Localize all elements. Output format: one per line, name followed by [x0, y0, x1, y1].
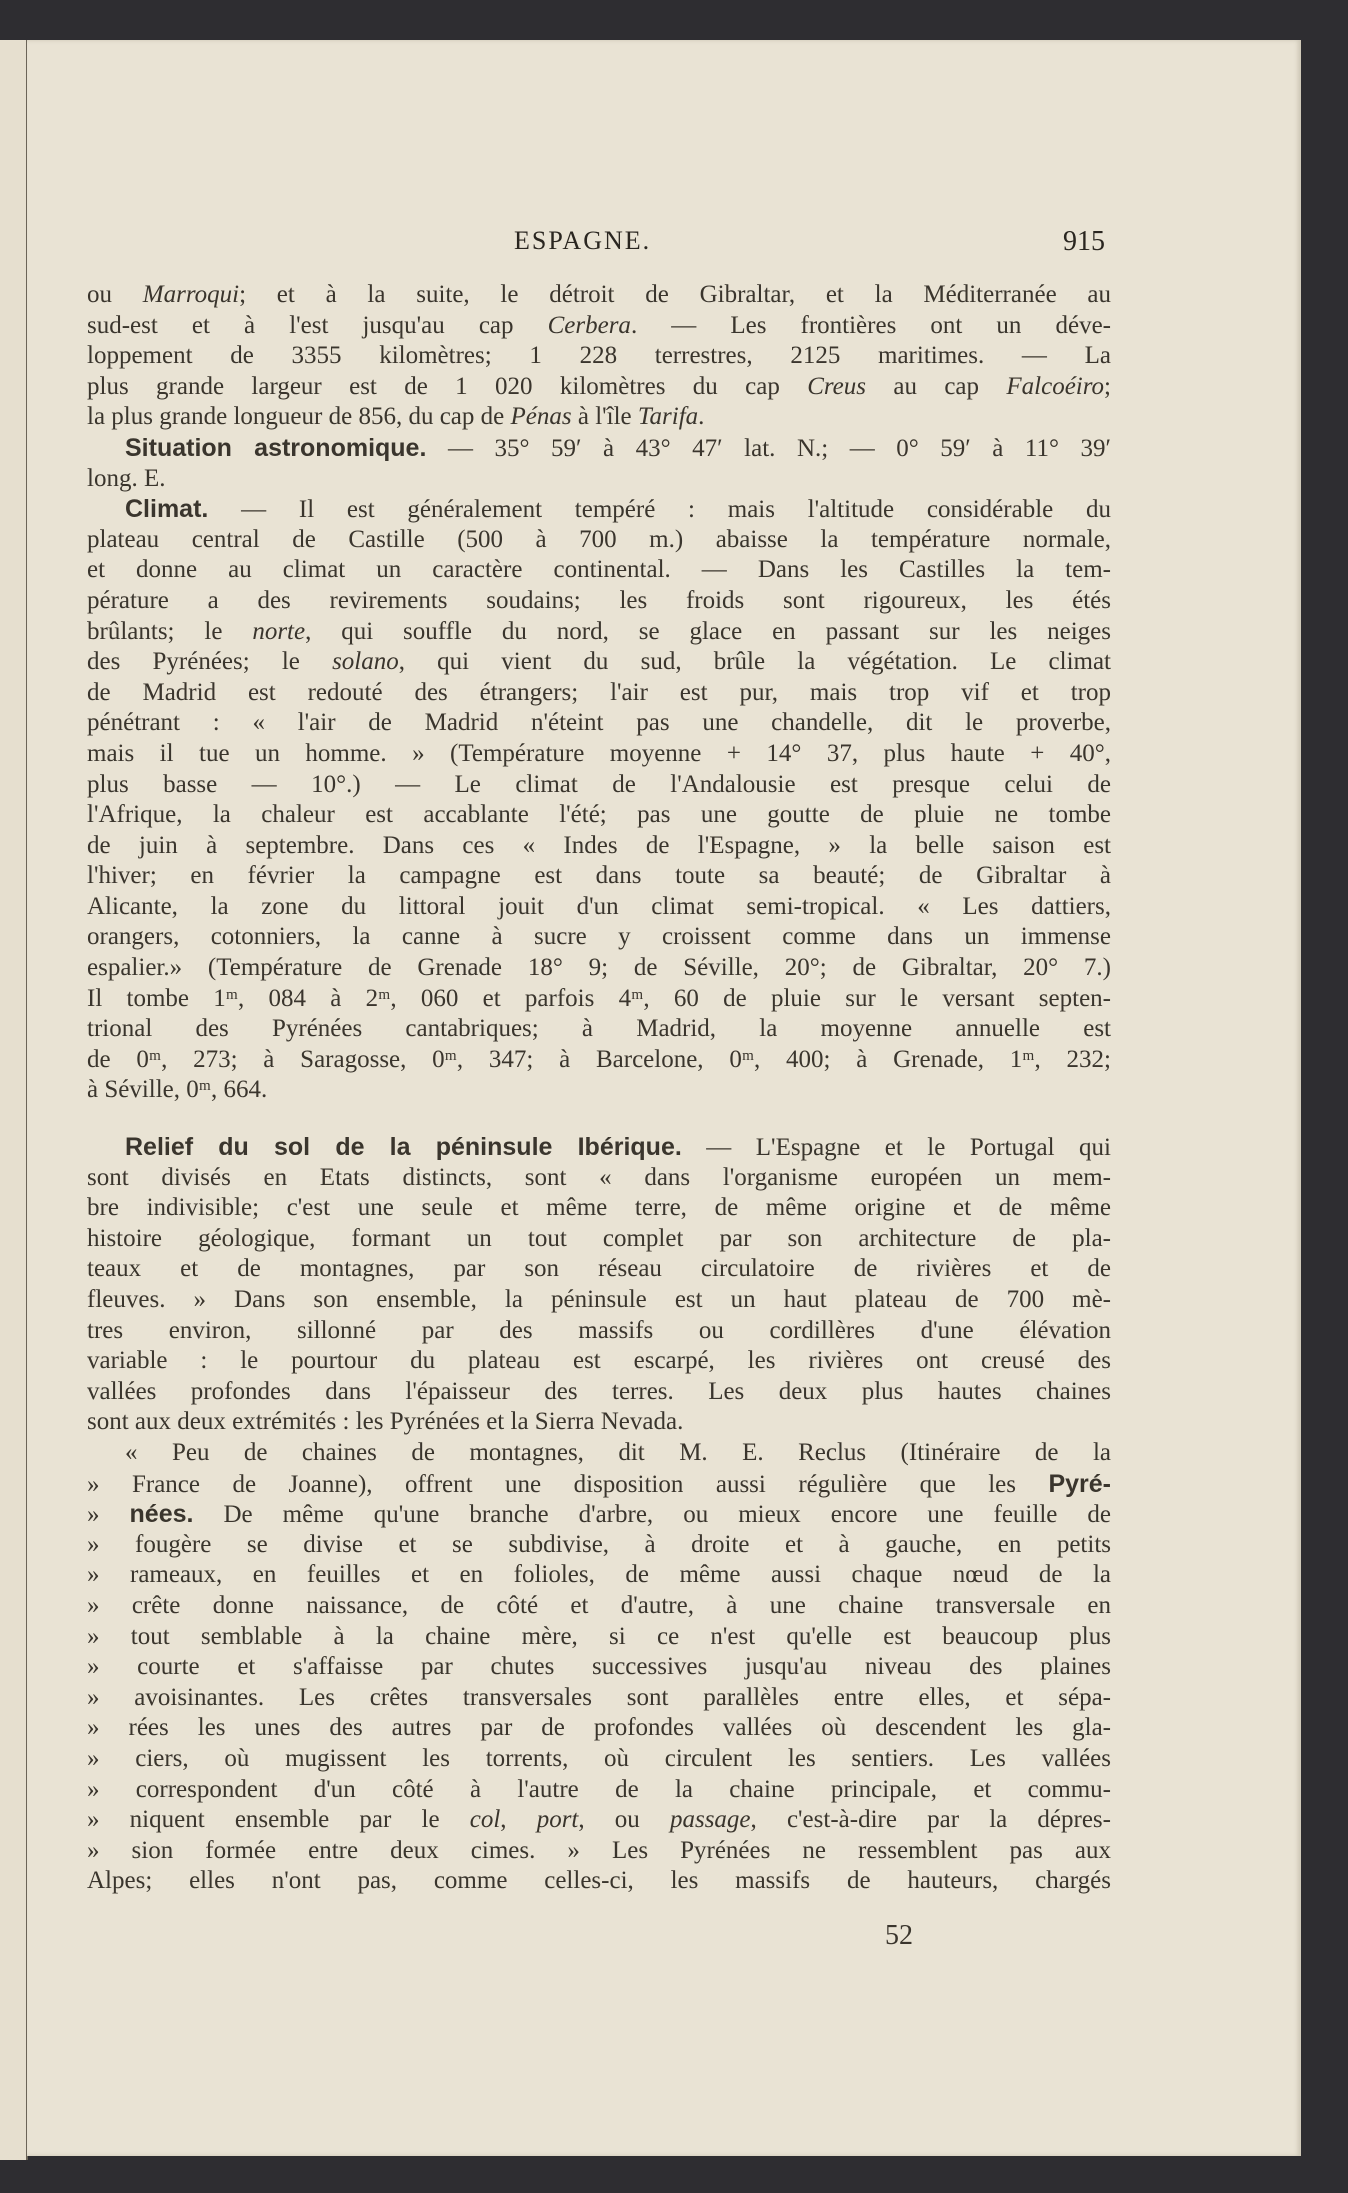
text-line [87, 1652, 1111, 1683]
text-line [87, 1530, 1111, 1561]
text-line [87, 1866, 1111, 1897]
text-segment: » rameaux, en feuilles et en folioles, de même aussi chaque nœud de la [87, 1561, 1111, 1589]
text-segment: vallées profondes dans l'épaisseur des terres. Les deux plus hautes chaines [87, 1377, 1111, 1405]
paragraph-gap [87, 1106, 1111, 1132]
text-segment: » niquent ensemble par le [87, 1806, 470, 1834]
italic-term: Tarifa [637, 403, 699, 431]
italic-term: solano [332, 648, 399, 676]
text-segment: long. E. [87, 464, 166, 492]
running-head-title: ESPAGNE. [514, 226, 652, 255]
text-line [87, 1285, 1111, 1316]
text-segment: . — Les frontières ont un déve- [630, 311, 1111, 339]
book-page [27, 40, 1301, 2156]
text-segment: espalier.» (Température de Grenade 18° 9; de Séville, 20°; de Gibraltar, 20° 7.) [87, 954, 1111, 982]
text-line [87, 464, 1111, 495]
text-segment: » rées les unes des autres par de profondes vallées où descendent les gla- [87, 1714, 1111, 1742]
text-segment: — Il est généralement tempéré : mais l'altitude considérable du [208, 496, 1111, 524]
text-segment: ou [87, 281, 143, 308]
text-segment: Alpes; elles n'ont pas, comme celles-ci, les massifs de hauteurs, chargés [87, 1867, 1111, 1895]
text-line [87, 586, 1111, 617]
text-line [87, 831, 1111, 862]
text-segment: ; [1104, 372, 1111, 400]
text-segment: trional des Pyrénées cantabriques; à Madrid, la moyenne annuelle est [87, 1015, 1111, 1043]
text-segment: de 0ᵐ, 273; à Saragosse, 0ᵐ, 347; à Barcelone, 0ᵐ, 400; à Grenade, 1ᵐ, 232; [87, 1045, 1111, 1073]
text-line [87, 708, 1111, 739]
section-heading: Climat. [125, 495, 209, 524]
text-line [87, 1045, 1111, 1076]
text-segment: pénétrant : « l'air de Madrid n'éteint pas une chandelle, dit le proverbe, [87, 709, 1111, 737]
body-text [87, 280, 1111, 1897]
text-segment: variable : le pourtour du plateau est escarpé, les rivières ont creusé des [87, 1347, 1111, 1375]
text-segment: pérature a des revirements soudains; les froids sont rigoureux, les étés [87, 586, 1111, 614]
text-line [87, 341, 1111, 372]
bold-term: Pyré- [1048, 1469, 1111, 1498]
text-segment: » tout semblable à la chaine mère, si ce n'est qu'elle est beaucoup plus [87, 1622, 1111, 1650]
text-segment: la plus grande longueur de 856, du cap de [87, 403, 511, 431]
text-line [87, 984, 1111, 1015]
text-line [87, 402, 1111, 433]
text-segment: teaux et de montagnes, par son réseau circulatoire de rivières et de [87, 1255, 1111, 1283]
text-line [87, 678, 1111, 709]
text-line [87, 1163, 1111, 1194]
text-segment: à Séville, 0ᵐ, 664. [87, 1076, 268, 1104]
signature-mark: 52 [885, 1920, 913, 1951]
text-segment: » sion formée entre deux cimes. » Les Pyrénées ne ressemblent pas aux [87, 1836, 1111, 1864]
text-line [87, 647, 1111, 678]
text-line [87, 1193, 1111, 1224]
text-segment: fleuves. » Dans son ensemble, la péninsule est un haut plateau de 700 mè- [87, 1286, 1111, 1313]
text-line [87, 1316, 1111, 1347]
text-line [87, 1377, 1111, 1408]
text-segment: » [87, 1501, 130, 1529]
text-line [87, 739, 1111, 770]
section-heading: Relief du sol de la péninsule Ibérique. [125, 1133, 682, 1162]
text-segment: à l'île [571, 403, 638, 431]
text-line [87, 1836, 1111, 1867]
text-line [87, 1014, 1111, 1045]
text-line [87, 1438, 1111, 1469]
text-segment: , ou [578, 1806, 670, 1834]
text-line [87, 1132, 1111, 1163]
text-segment: Alicante, la zone du littoral jouit d'un climat semi-tropical. « Les dattiers, [87, 892, 1111, 920]
text-line [87, 1560, 1111, 1591]
text-segment: plateau central de Castille (500 à 700 m.) abaisse la température normale, [87, 525, 1111, 553]
text-line [87, 280, 1111, 311]
text-segment: tres environ, sillonné par des massifs ou cordillères d'une élévation [87, 1316, 1111, 1344]
text-line [87, 1713, 1111, 1744]
text-line [87, 1591, 1111, 1622]
text-line [87, 311, 1111, 342]
text-line [87, 800, 1111, 831]
running-head [27, 226, 1301, 262]
text-segment: brûlants; le [87, 617, 253, 645]
text-segment: — 35° 59′ à 43° 47′ lat. N.; — 0° 59′ à 11° 39′ [426, 434, 1111, 462]
text-segment: l'hiver; en février la campagne est dans toute sa beauté; de Gibraltar à [87, 862, 1111, 890]
text-segment: » France de Joanne), offrent une disposition aussi régulière que les [87, 1470, 1049, 1498]
text-line [87, 433, 1111, 464]
text-line [87, 372, 1111, 403]
text-line [87, 494, 1111, 525]
italic-term: norte [252, 617, 306, 645]
text-line [87, 861, 1111, 892]
text-segment: plus basse — 10°.) — Le climat de l'Andalousie est presque celui de [87, 770, 1111, 798]
text-segment: » ciers, où mugissent les torrents, où circulent les sentiers. Les vallées [87, 1744, 1111, 1772]
page-number: 915 [1063, 226, 1105, 257]
text-line [87, 1499, 1111, 1530]
text-line [87, 617, 1111, 648]
text-segment: sud-est et à l'est jusqu'au cap [87, 311, 548, 339]
text-line [87, 1622, 1111, 1653]
bold-term: nées. [129, 1500, 194, 1529]
text-segment: » fougère se divise et se subdivise, à droite et à gauche, en petits [87, 1530, 1111, 1558]
text-line [87, 953, 1111, 984]
italic-term: Cerbera [547, 311, 631, 339]
text-line [87, 1469, 1111, 1500]
text-segment: . [698, 403, 705, 431]
text-segment: , qui vient du sud, brûle la végétation. Le climat [398, 648, 1111, 676]
text-segment: de Madrid est redouté des étrangers; l'air est pur, mais trop vif et trop [87, 678, 1111, 706]
text-segment: sont divisés en Etats distincts, sont « dans l'organisme européen un mem- [87, 1163, 1111, 1191]
text-line [87, 1346, 1111, 1377]
text-line [87, 1075, 1111, 1106]
text-segment: ; et à la suite, le détroit de Gibraltar, et la Méditerranée au [239, 281, 1111, 308]
text-segment: Il tombe 1ᵐ, 084 à 2ᵐ, 060 et parfois 4ᵐ, 60 de pluie sur le versant septen- [87, 984, 1111, 1012]
text-segment: loppement de 3355 kilomètres; 1 228 terrestres, 2125 maritimes. — La [87, 342, 1111, 370]
text-segment: au cap [866, 372, 1007, 400]
italic-term: Falcoéiro [1006, 372, 1105, 400]
text-segment: orangers, cotonniers, la canne à sucre y croissent comme dans un immense [87, 923, 1111, 951]
text-segment: « Peu de chaines de montagnes, dit M. E. Reclus (Itinéraire de la [125, 1438, 1111, 1466]
section-heading: Situation astronomique. [125, 433, 427, 462]
text-line [87, 555, 1111, 586]
text-line [87, 922, 1111, 953]
text-line [87, 1775, 1111, 1806]
text-segment: , [500, 1806, 537, 1834]
text-line [87, 1805, 1111, 1836]
text-line [87, 1224, 1111, 1255]
text-line [87, 1683, 1111, 1714]
text-segment: , qui souffle du nord, se glace en passant sur les neiges [305, 617, 1111, 645]
text-segment: » crête donne naissance, de côté et d'autre, à une chaine transversale en [87, 1591, 1111, 1619]
text-segment: l'Afrique, la chaleur est accablante l'été; pas une goutte de pluie ne tombe [87, 801, 1111, 829]
text-segment: » avoisinantes. Les crêtes transversales sont parallèles entre elles, et sépa- [87, 1683, 1111, 1711]
italic-term: Pénas [510, 403, 572, 431]
italic-term: passage [669, 1806, 751, 1834]
text-segment: De même qu'une branche d'arbre, ou mieux encore une feuille de [193, 1501, 1111, 1529]
italic-term: port [536, 1806, 579, 1834]
text-line [87, 892, 1111, 923]
text-segment: bre indivisible; c'est une seule et même terre, de même origine et de même [87, 1194, 1111, 1222]
text-line [87, 770, 1111, 801]
text-segment: , c'est-à-dire par la dépres- [750, 1806, 1111, 1834]
text-segment: sont aux deux extrémités : les Pyrénées et la Sierra Nevada. [87, 1408, 684, 1436]
text-segment: de juin à septembre. Dans ces « Indes de l'Espagne, » la belle saison est [87, 831, 1111, 859]
text-line [87, 1744, 1111, 1775]
text-segment: histoire géologique, formant un tout complet par son architecture de pla- [87, 1224, 1111, 1252]
text-line [87, 1407, 1111, 1438]
text-segment: — L'Espagne et le Portugal qui [681, 1134, 1111, 1162]
text-segment: mais il tue un homme. » (Température moyenne + 14° 37, plus haute + 40°, [87, 739, 1111, 767]
text-line [87, 525, 1111, 556]
text-segment: » courte et s'affaisse par chutes successives jusqu'au niveau des plaines [87, 1653, 1111, 1681]
text-line [87, 1254, 1111, 1285]
italic-term: Creus [807, 372, 867, 400]
adjacent-page-edge [0, 40, 28, 2160]
text-segment: plus grande largeur est de 1 020 kilomètres du cap [87, 372, 808, 400]
text-segment: et donne au climat un caractère continental. — Dans les Castilles la tem- [87, 556, 1111, 584]
text-segment: » correspondent d'un côté à l'autre de la chaine principale, et commu- [87, 1775, 1111, 1803]
text-segment: des Pyrénées; le [87, 648, 333, 676]
italic-term: Marroqui [142, 281, 240, 308]
italic-term: col [469, 1806, 501, 1834]
